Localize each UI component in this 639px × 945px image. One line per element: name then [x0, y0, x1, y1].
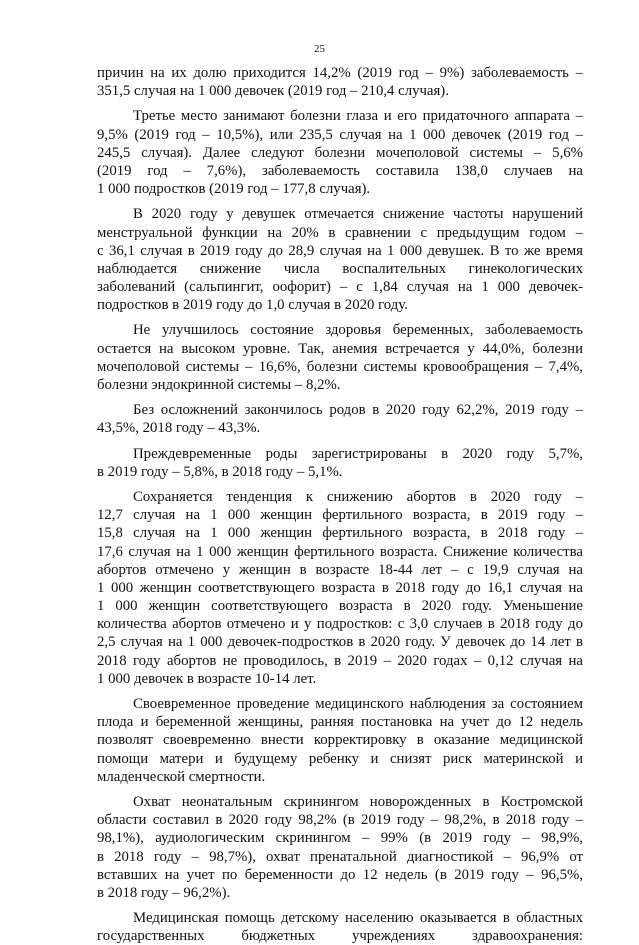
paragraph-1 [97, 64, 583, 100]
page-number: 25 [314, 43, 325, 55]
paragraph-4 [97, 321, 583, 394]
text-line: мочеполовой системы – 16,6%, болезни системы кровообращения – 7,4%, [97, 358, 583, 375]
text-line: 9,5% (2019 год – 10,5%), или 235,5 случая на 1 000 девочек (2019 год – [97, 126, 583, 143]
text-line: 1 000 девочек в возрасте 10-14 лет. [97, 670, 317, 687]
text-line: плода и беременной женщины, ранняя постановка на учет до 12 недель [97, 714, 583, 731]
text-line: 15,8 случая на 1 000 женщин фертильного возраста, в 2018 году – [97, 525, 583, 542]
text-line: Сохраняется тенденция к снижению абортов в 2020 году – [133, 488, 583, 505]
text-line: 351,5 случая на 1 000 девочек (2019 год – 210,4 случая). [97, 83, 449, 100]
paragraph-3 [97, 205, 583, 314]
text-line: (2019 год – 7,6%), заболеваемость составила 138,0 случаев на [97, 162, 583, 179]
text-line: Преждевременные роды зарегистрированы в 2020 году 5,7%, [133, 445, 583, 462]
text-line: позволят своевременно внести корректировку в оказание медицинской [97, 732, 583, 749]
text-line: в 2018 году – 96,2%). [97, 884, 231, 901]
text-line: болезни эндокринной системы – 8,2%. [97, 377, 341, 393]
text-line: 2018 году абортов не проводилось, в 2019 – 2020 годах – 0,12 случая на [97, 652, 583, 669]
paragraph-2 [97, 107, 583, 198]
text-line: подростков в 2019 году до 1,0 случая в 2020 году. [97, 297, 408, 314]
text-line: 43,5%, 2018 году – 43,3%. [97, 420, 261, 437]
text-line: 98,1%), аудиологическим скринингом – 99% (в 2019 году – 98,9%, [97, 830, 583, 847]
text-line: Медицинская помощь детскому населению оказывается в областных [133, 910, 583, 927]
paragraph-10 [97, 909, 583, 945]
text-line: причин на их долю приходится 14,2% (2019 год – 9%) заболеваемость – [97, 65, 583, 81]
text-line: 245,5 случая). Далее следуют болезни мочеполовой системы – 5,6% [97, 144, 583, 161]
text-line: Не улучшилось состояние здоровья беременных, заболеваемость [133, 322, 583, 339]
text-line: заболеваний (сальпингит, оофорит) – с 1,84 случая на 1 000 девочек- [97, 279, 583, 296]
text-line: 1 000 женщин соответствующего возраста в 2018 году до 16,1 случая на [97, 579, 583, 596]
text-line: с 36,1 случая в 2019 году до 28,9 случая на 1 000 девушек. В то же время [97, 242, 583, 259]
text-line: 1 000 подростков (2019 год – 177,8 случая). [97, 181, 371, 198]
text-line: 17,6 случая на 1 000 женщин фертильного возраста. Снижение количества [97, 543, 583, 560]
text-line: Охват неонатальным скринингом новорожденных в Костромской [133, 793, 583, 810]
text-line: В 2020 году у девушек отмечается снижение частоты нарушений [133, 206, 583, 223]
text-line: младенческой смертности. [97, 768, 266, 785]
text-line: помощи матери и будущему ребенку и снизят риск материнской и [97, 750, 583, 767]
text-line: государственных бюджетных учреждениях здравоохранения: [97, 928, 583, 945]
text-line: остается на высоком уровне. Так, анемия встречается у 44,0%, болезни [97, 340, 583, 357]
paragraph-5 [97, 401, 583, 437]
text-line: 1 000 женщин соответствующего возраста в 2020 году. Уменьшение [97, 598, 583, 615]
paragraph-9 [97, 793, 583, 902]
paragraph-8 [97, 695, 583, 786]
text-line: в 2019 году – 5,8%, в 2018 году – 5,1%. [97, 463, 343, 480]
paragraph-7 [97, 488, 583, 688]
text-line: в 2018 году – 98,7%), охват пренатальной диагностикой – 96,9% от [97, 848, 583, 865]
text-line: Без осложнений закончилось родов в 2020 году 62,2%, 2019 году – [133, 402, 583, 419]
text-line: 2,5 случая на 1 000 девочек-подростков в 2020 году. У девочек до 14 лет в [97, 634, 583, 651]
text-line: менструальной функции на 20% в сравнении с предыдущим годом – [97, 224, 583, 241]
paragraph-6 [97, 445, 583, 481]
text-line: области составил в 2020 году 98,2% (в 2019 году – 98,2%, в 2018 году – [97, 812, 583, 829]
text-line: вставших на учет по беременности до 12 недель (в 2019 году – 96,5%, [97, 866, 583, 883]
text-line: абортов отмечено у женщин в возрасте 18-44 лет – с 19,9 случая на [97, 561, 583, 578]
text-line: количества абортов отмечено и у подростков: с 3,0 случаев в 2018 году до [97, 616, 583, 633]
text-line: наблюдается снижение числа воспалительных гинекологических [97, 260, 583, 277]
text-line: Своевременное проведение медицинского наблюдения за состоянием [133, 696, 583, 712]
text-line: Третье место занимают болезни глаза и его придаточного аппарата – [133, 108, 583, 125]
text-line: 12,7 случая на 1 000 женщин фертильного возраста, в 2019 году – [97, 507, 583, 524]
document-body [97, 64, 583, 945]
